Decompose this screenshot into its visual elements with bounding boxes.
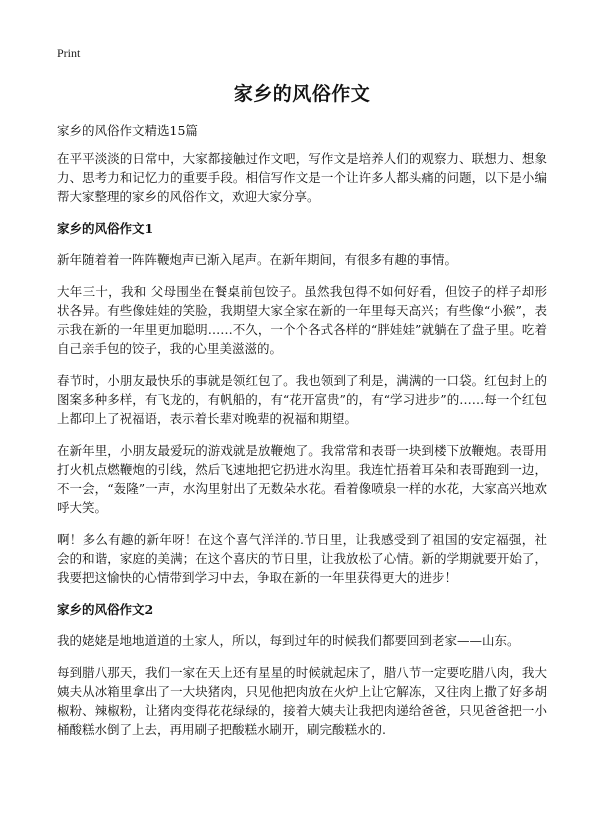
section-1-paragraph: 新年随着着一阵阵鞭炮声已渐入尾声。在新年期间，有很多有趣的事情。 xyxy=(57,252,458,267)
section-1-paragraph: 大年三十，我和 父母围坐在餐桌前包饺子。虽然我包得不如何好看，但饺子的样子却形状各异。有些像娃娃的笑脸，我期望大家全家在新的一年里每天高兴；有些像“小猴”，表示我在新的一年里更加聪明……不久，一个个各式各样的“胖娃娃”就躺在了盘子里。吃着自己亲手包的饺子，我的心里美滋滋的。 xyxy=(57,284,547,356)
section-heading-1: 家乡的风俗作文1 xyxy=(57,221,154,236)
section-1-paragraph: 春节时，小朋友最快乐的事就是领红包了。我也领到了利是，满满的一口袋。红包封上的图案多种多样，有飞龙的，有帆船的，有“花开富贵”的，有“学习进步”的……每一个红包上都印上了祝福语，表示着长辈对晚辈的祝福和期望。 xyxy=(57,373,547,426)
page-title: 家乡的风俗作文 xyxy=(233,83,371,105)
article-body xyxy=(57,149,547,752)
section-2-paragraph: 我的姥姥是地地道道的土家人，所以，每到过年的时候我们都要回到老家——山东。 xyxy=(57,633,520,648)
print-link[interactable]: Print xyxy=(57,46,81,60)
section-2-paragraph: 每到腊八那天，我们一家在天上还有星星的时候就起床了，腊八节一定要吃腊八肉，我大姨夫从冰箱里拿出了一大块猪肉，只见他把肉放在火炉上让它解冻，又往肉上撒了好多胡椒粉、辣椒粉，让猪肉变得花花绿绿的，接着大姨夫让我把肉递给爸爸，只见爸爸把一小桶酸糕水倒了上去，再用刷子把酸糕水刷开，刷完酸糕水的. xyxy=(57,665,547,737)
section-1-paragraph: 啊！多么有趣的新年呀！在这个喜气洋洋的.节日里，让我感受到了祖国的安定福强，社会的和谐，家庭的美满；在这个喜庆的节日里，让我放松了心情。新的学期就要开始了，我要把这愉快的心情带到学习中去，争取在新的一年里获得更大的进步！ xyxy=(57,532,547,585)
intro-paragraph: 在平平淡淡的日常中，大家都接触过作文吧，写作文是培养人们的观察力、联想力、想象力、思考力和记忆力的重要手段。相信写作文是一个让许多人都头痛的问题，以下是小编帮大家整理的家乡的风俗作文，欢迎大家分享。 xyxy=(57,151,547,204)
subtitle: 家乡的风俗作文精选15篇 xyxy=(57,123,198,138)
section-1-paragraph: 在新年里，小朋友最爱玩的游戏就是放鞭炮了。我常常和表哥一块到楼下放鞭炮。表哥用打火机点燃鞭炮的引线，然后飞速地把它扔进水沟里。我连忙捂着耳朵和表哥跑到一边，不一会，“轰隆”一声，水沟里射出了无数朵水花。看着像喷泉一样的水花，大家高兴地欢呼大笑。 xyxy=(57,443,547,515)
section-heading-2: 家乡的风俗作文2 xyxy=(57,602,154,617)
